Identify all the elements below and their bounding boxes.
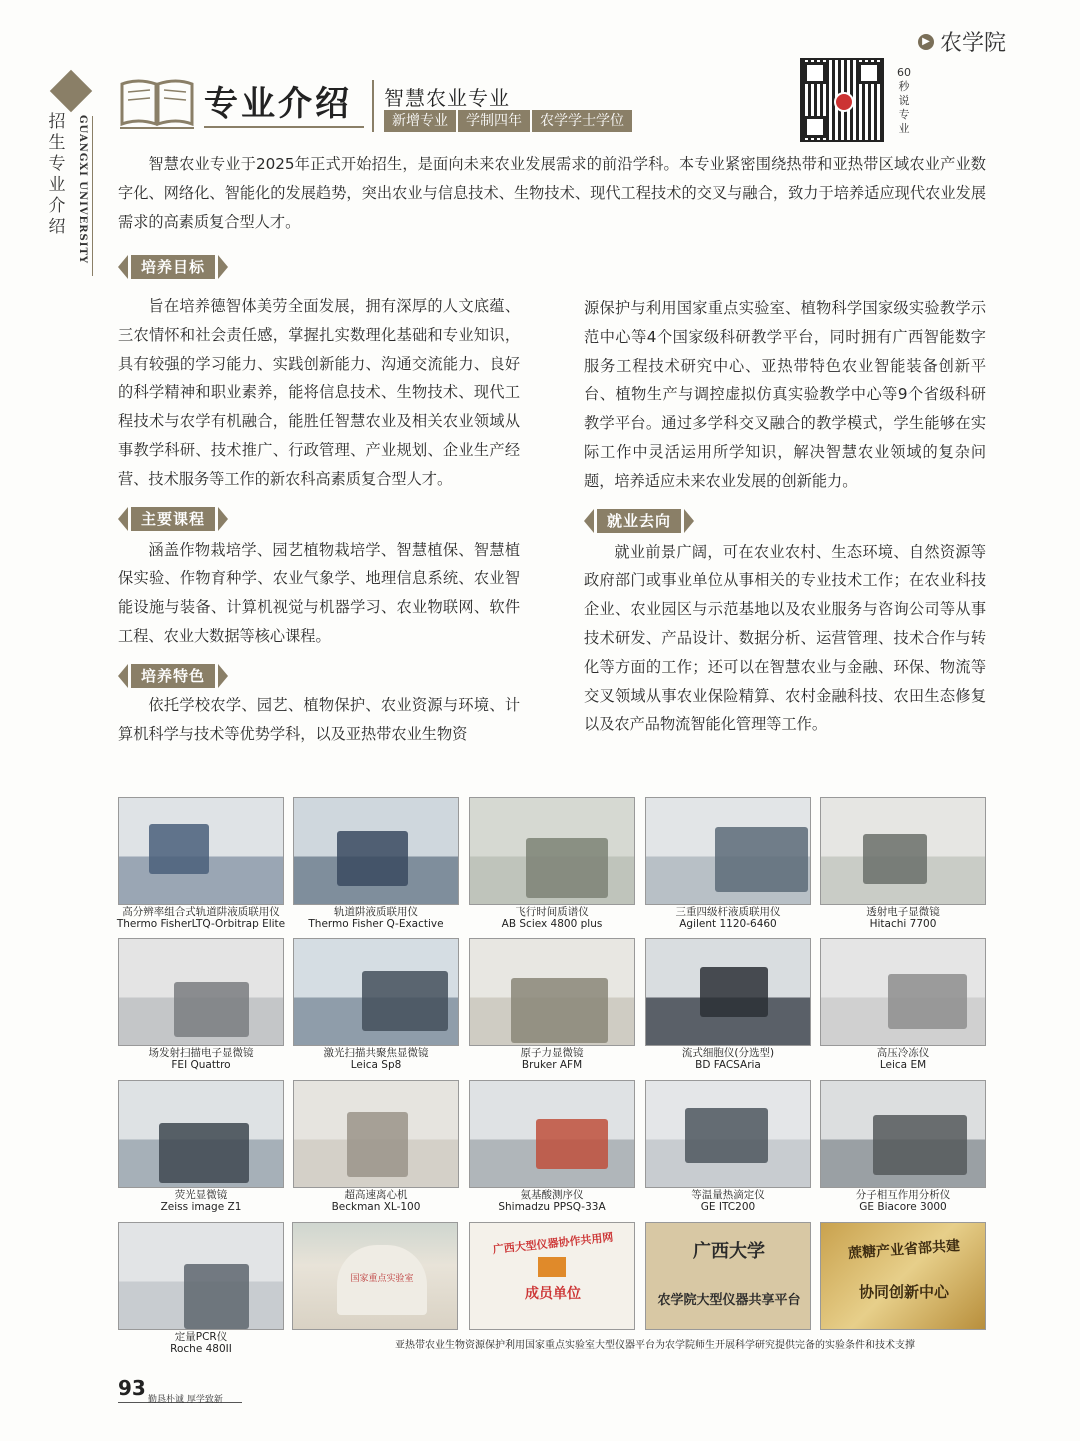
instrument-photo <box>820 797 986 905</box>
side-divider <box>92 116 93 276</box>
instrument-shape <box>511 978 608 1043</box>
arrow-left-icon <box>118 507 128 531</box>
tag-degree: 农学学士学位 <box>540 113 624 129</box>
instrument-caption <box>286 1190 466 1213</box>
section-title: 主要课程 <box>131 507 215 531</box>
page-title: 专业介绍 <box>204 84 352 124</box>
instrument-model-en: Thermo Fisher Q-Exactive <box>308 917 444 930</box>
instrument-caption <box>286 907 466 930</box>
lab-sign-text: 国家重点实验室 <box>350 1274 414 1284</box>
instrument-model-en: BD FACSAria <box>695 1058 761 1071</box>
arrow-left-icon <box>584 509 594 533</box>
arrow-right-icon <box>218 507 228 531</box>
instrument-caption <box>638 1190 818 1213</box>
qr-logo-icon <box>834 92 854 112</box>
instrument-name-cn: 高分辨率组合式轨道阱液质联用仪 <box>122 906 280 918</box>
college-label <box>918 26 1006 57</box>
instrument-photo <box>293 797 459 905</box>
section-heading-features <box>118 663 520 689</box>
goal-text: 旨在培养德智体美劳全面发展，拥有深厚的人文底蕴、三农情怀和社会责任感，掌握扎实数理化基础和专业知识，具有较强的学习能力、实践创新能力、沟通交流能力、良好的科学精神和职业素养，能将信息技术、生物技术、现代工程技术与农学有机融合，能胜任智慧农业及相关农业领域从事教学科研、技术推广、行政管理、产业规划、企业生产经营、技术服务等工作的新农科高素质复合型人才。 <box>118 297 520 488</box>
left-column <box>118 254 520 748</box>
diamond-icon <box>50 70 92 112</box>
book-icon <box>118 72 196 130</box>
instrument-model-en: Bruker AFM <box>521 1058 583 1071</box>
instrument-caption <box>813 1190 993 1213</box>
side-university-en: GUANGXI UNIVERSITY <box>77 115 88 265</box>
instrument-photo <box>469 1080 635 1188</box>
plaque-center-top: 蔗糖产业省部共建 <box>847 1238 961 1262</box>
side-tab <box>48 70 90 280</box>
instrument-name-cn: 原子力显微镜 <box>520 1047 584 1059</box>
instrument-photo <box>118 1080 284 1188</box>
instrument-model-en: Hitachi 7700 <box>869 917 937 930</box>
instrument-photo <box>118 797 284 905</box>
plaque-platform-title: 农学院大型仪器共享平台 <box>657 1293 801 1308</box>
instrument-model-en: AB Sciex 4800 plus <box>501 917 603 930</box>
instrument-shape <box>526 838 608 898</box>
instrument-name-cn: 超高速离心机 <box>344 1189 408 1201</box>
instrument-caption <box>813 1048 993 1071</box>
instrument-name-cn: 透射电子显微镜 <box>866 906 940 918</box>
instrument-model-en: GE ITC200 <box>700 1200 756 1213</box>
college-name: 农学院 <box>939 31 1006 56</box>
arrow-left-icon <box>118 664 128 688</box>
instrument-photo <box>293 938 459 1046</box>
instrument-photo <box>820 1080 986 1188</box>
instrument-shape <box>347 1112 408 1177</box>
courses-text: 涵盖作物栽培学、园艺植物栽培学、智慧植保、智慧植保实验、作物育种学、农业气象学、地理信息系统、农业智能设施与装备、计算机视觉与机器学习、农业物联网、软件工程、农业大数据等核心课程。 <box>118 540 520 645</box>
play-icon: ▶ <box>918 34 934 50</box>
instrument-caption <box>111 1332 291 1355</box>
instrument-caption <box>111 1048 291 1071</box>
photo-plaque-center <box>820 1222 986 1330</box>
instrument-photo <box>645 938 811 1046</box>
instrument-name-cn: 定量PCR仪 <box>174 1331 228 1343</box>
career-text: 就业前景广阔，可在农业农村、生态环境、自然资源等政府部门或事业单位从事相关的专业技术工作；在农业科技企业、农业园区与示范基地以及农业服务与咨询公司等从事技术研发、产品设计、数据分析、运营管理、技术合作与转化等方面的工作；还可以在智慧农业与金融、环保、物流等交叉领域从事农业保险精算、农村金融科技、农田生态修复以及农产品物流智能化管理等工作。 <box>584 542 986 734</box>
right-column <box>584 294 986 739</box>
instrument-name-cn: 激光扫描共聚焦显微镜 <box>323 1047 429 1059</box>
qr-finder <box>804 116 826 138</box>
tag-new: 新增专业 <box>384 110 458 132</box>
instrument-shape <box>159 1123 249 1183</box>
school-motto: 勤恳朴诚 厚学致新 <box>148 1395 223 1405</box>
instrument-shape <box>888 974 967 1029</box>
instrument-model-en: Zeiss image Z1 <box>160 1200 242 1213</box>
instrument-name-cn: 氨基酸测序仪 <box>520 1189 584 1201</box>
instrument-photo <box>293 1080 459 1188</box>
instrument-model-en: Beckman XL-100 <box>331 1200 421 1213</box>
instrument-photo <box>645 797 811 905</box>
instrument-shape <box>337 831 408 886</box>
major-tags <box>384 110 632 132</box>
instrument-name-cn: 流式细胞仪(分选型) <box>681 1047 775 1059</box>
instrument-model-en: FEI Quattro <box>171 1058 231 1071</box>
instrument-caption <box>462 907 642 930</box>
side-label: 招生专业介绍 <box>48 112 66 237</box>
instrument-shape <box>184 1264 249 1329</box>
plaque-network-member: 成员单位 <box>525 1286 581 1302</box>
instrument-shape <box>149 824 209 874</box>
photo-lab-sign <box>292 1222 458 1330</box>
features-text-b: 源保护与利用国家重点实验室、植物科学国家级实验教学示范中心等4个国家级科研教学平台，同时拥有广西智能数字服务工程技术研究中心、亚热带特色农业智能装备创新平台、植物生产与调控虚拟仿真实验教学中心等9个省级科研教学平台。通过多学科交叉融合的教学模式，学生能够在实际工作中灵活运用所学知识，解决智慧农业领域的复杂问题，培养适应未来农业发展的创新能力。 <box>584 299 986 490</box>
major-name: 智慧农业专业 <box>384 86 510 110</box>
instrument-name-cn: 分子相互作用分析仪 <box>855 1189 951 1201</box>
instrument-name-cn: 等温量热滴定仪 <box>691 1189 765 1201</box>
instrument-caption <box>286 1048 466 1071</box>
arrow-right-icon <box>218 255 228 279</box>
instrument-shape <box>174 982 249 1037</box>
section-title: 培养目标 <box>131 255 215 279</box>
instrument-photo <box>820 938 986 1046</box>
instrument-model-en: Roche 480II <box>170 1342 232 1355</box>
qr-code[interactable] <box>800 58 884 142</box>
instrument-shape <box>715 827 808 892</box>
instrument-caption <box>638 1048 818 1071</box>
plaque-platform-university: 广西大学 <box>693 1241 765 1262</box>
section-heading-goal <box>118 254 520 280</box>
title-underline <box>204 126 364 128</box>
instrument-name-cn: 荧光显微镜 <box>174 1189 228 1201</box>
instrument-photo <box>469 938 635 1046</box>
tag-duration: 学制四年 <box>458 110 532 132</box>
instrument-name-cn: 高压冷冻仪 <box>876 1047 930 1059</box>
instrument-photo <box>118 938 284 1046</box>
instrument-model-en: Shimadzu PPSQ-33A <box>498 1200 606 1213</box>
plaque-center-main: 协同创新中心 <box>858 1283 949 1301</box>
network-logo-icon <box>538 1257 566 1277</box>
page-number: 93 <box>118 1376 146 1400</box>
plaque-network-title: 广西大型仪器协作共用网 <box>492 1230 614 1257</box>
section-title: 就业去向 <box>597 509 681 533</box>
instrument-caption <box>638 907 818 930</box>
instrument-shape <box>685 1108 768 1163</box>
instrument-caption <box>111 907 291 930</box>
section-title: 培养特色 <box>131 664 215 688</box>
instrument-caption <box>462 1190 642 1213</box>
instrument-name-cn: 三重四级杆液质联用仪 <box>675 906 781 918</box>
instrument-shape <box>863 834 927 884</box>
instrument-photo <box>469 797 635 905</box>
instrument-caption <box>462 1048 642 1071</box>
instrument-shape <box>873 1115 967 1175</box>
qr-caption: 60秒说专业 <box>897 66 911 135</box>
photo-footer-caption: 亚热带农业生物资源保护利用国家重点实验室大型仪器平台为农学院师生开展科学研究提供完备的实验条件和技术支撑 <box>395 1340 915 1351</box>
instrument-caption <box>813 907 993 930</box>
instrument-caption <box>111 1190 291 1213</box>
instrument-model-en: GE Biacore 3000 <box>859 1200 947 1213</box>
instrument-photo <box>118 1222 284 1330</box>
intro-paragraph: 智慧农业专业于2025年正式开始招生，是面向未来农业发展需求的前沿学科。本专业紧密围绕热带和亚热带区域农业产业数字化、网络化、智能化的发展趋势，突出农业与信息技术、生物技术、现代工程技术的交叉与融合，致力于培养适应现代农业发展需求的高素质复合型人才。 <box>118 155 986 231</box>
section-heading-courses <box>118 506 520 532</box>
instrument-model-en: Agilent 1120-6460 <box>679 917 777 930</box>
arrow-right-icon <box>684 509 694 533</box>
arrow-right-icon <box>218 664 228 688</box>
photo-plaque-network <box>469 1222 635 1330</box>
instrument-name-cn: 场发射扫描电子显微镜 <box>148 1047 254 1059</box>
title-separator <box>372 80 374 132</box>
features-text-a: 依托学校农学、园艺、植物保护、农业资源与环境、计算机科学与技术等优势学科，以及亚热带农业生物资 <box>118 695 520 743</box>
instrument-model-en: Leica EM <box>879 1058 927 1071</box>
arrow-left-icon <box>118 255 128 279</box>
instrument-shape <box>700 967 768 1017</box>
section-heading-career <box>584 508 986 534</box>
qr-finder <box>858 62 880 84</box>
instrument-shape <box>536 1119 608 1169</box>
instrument-name-cn: 飞行时间质谱仪 <box>515 906 589 918</box>
instrument-shape <box>362 971 448 1031</box>
photo-plaque-platform <box>645 1222 811 1330</box>
instrument-name-cn: 轨道阱液质联用仪 <box>334 906 418 918</box>
instrument-photo <box>645 1080 811 1188</box>
qr-finder <box>804 62 826 84</box>
instrument-model-en: Leica Sp8 <box>350 1058 402 1071</box>
instrument-model-en: Thermo FisherLTQ-Orbitrap Elite <box>116 917 286 930</box>
